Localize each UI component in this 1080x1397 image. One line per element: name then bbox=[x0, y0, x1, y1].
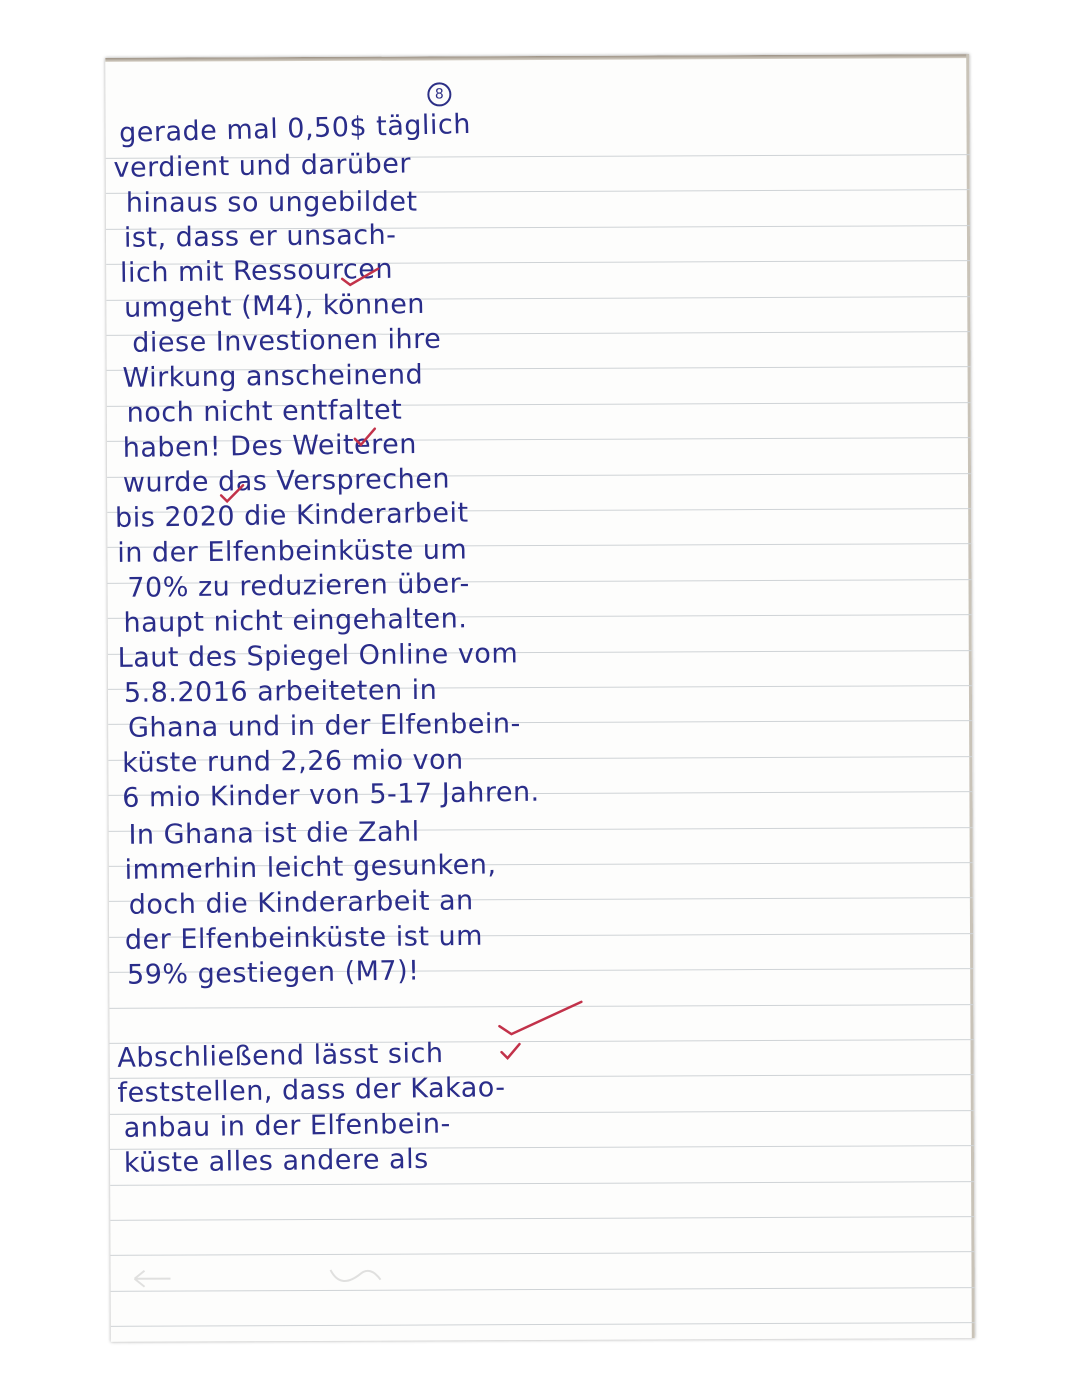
text-line: anbau in der Elfenbein- bbox=[123, 1108, 451, 1144]
text-line: immerhin leicht gesunken, bbox=[124, 849, 497, 886]
text-line: 59% gestiegen (M7)! bbox=[126, 955, 420, 991]
text-line: In Ghana ist die Zahl bbox=[128, 816, 420, 851]
correction-check-icon bbox=[500, 1042, 522, 1060]
notebook-page bbox=[105, 54, 975, 1342]
text-line: Abschließend lässt sich bbox=[117, 1038, 444, 1074]
text-line: umgeht (M4), können bbox=[123, 288, 426, 324]
page-top-edge bbox=[105, 54, 969, 62]
text-line: Ghana und in der Elfenbein- bbox=[127, 708, 521, 744]
text-line: gerade mal 0,50$ täglich bbox=[118, 108, 472, 149]
text-line: noch nicht entfaltet bbox=[126, 394, 403, 429]
ruling-line bbox=[111, 1322, 975, 1327]
text-line: diese Investionen ihre bbox=[132, 323, 442, 359]
bleed-through-mark bbox=[130, 1261, 430, 1292]
text-line: doch die Kinderarbeit an bbox=[128, 885, 474, 921]
correction-check-icon bbox=[353, 427, 377, 449]
text-line: verdient und darüber bbox=[113, 148, 412, 184]
correction-check-icon bbox=[219, 481, 245, 503]
text-line: wurde das Versprechen bbox=[122, 463, 451, 499]
text-line: 6 mio Kinder von 5-17 Jahren. bbox=[122, 776, 540, 814]
text-line: 5.8.2016 arbeiteten in bbox=[123, 674, 438, 709]
text-line: der Elfenbeinküste ist um bbox=[124, 920, 484, 956]
text-line: ist, dass er unsach- bbox=[123, 219, 397, 254]
text-line: Wirkung anscheinend bbox=[122, 359, 424, 394]
text-line: feststellen, dass der Kakao- bbox=[117, 1072, 506, 1109]
correction-check-icon bbox=[340, 265, 380, 291]
text-line: Laut des Spiegel Online vom bbox=[117, 638, 519, 674]
text-line: haupt nicht eingehalten. bbox=[123, 603, 468, 639]
ruling-line bbox=[110, 1181, 974, 1186]
text-line: in der Elfenbeinküste um bbox=[117, 534, 468, 569]
text-line: lich mit Ressourcen bbox=[119, 253, 394, 289]
text-line: 70% zu reduzieren über- bbox=[127, 568, 470, 604]
text-line: hinaus so ungebildet bbox=[125, 186, 418, 219]
text-line: bis 2020 die Kinderarbeit bbox=[114, 497, 469, 534]
page-number: 8 bbox=[427, 82, 451, 106]
correction-check-icon bbox=[497, 998, 583, 1038]
ruling-line bbox=[110, 1252, 974, 1257]
text-line: haben! Des Weiteren bbox=[122, 428, 418, 464]
ruling-line bbox=[110, 1216, 974, 1221]
text-line: küste alles andere als bbox=[123, 1143, 429, 1179]
text-line: küste rund 2,26 mio von bbox=[122, 744, 464, 779]
